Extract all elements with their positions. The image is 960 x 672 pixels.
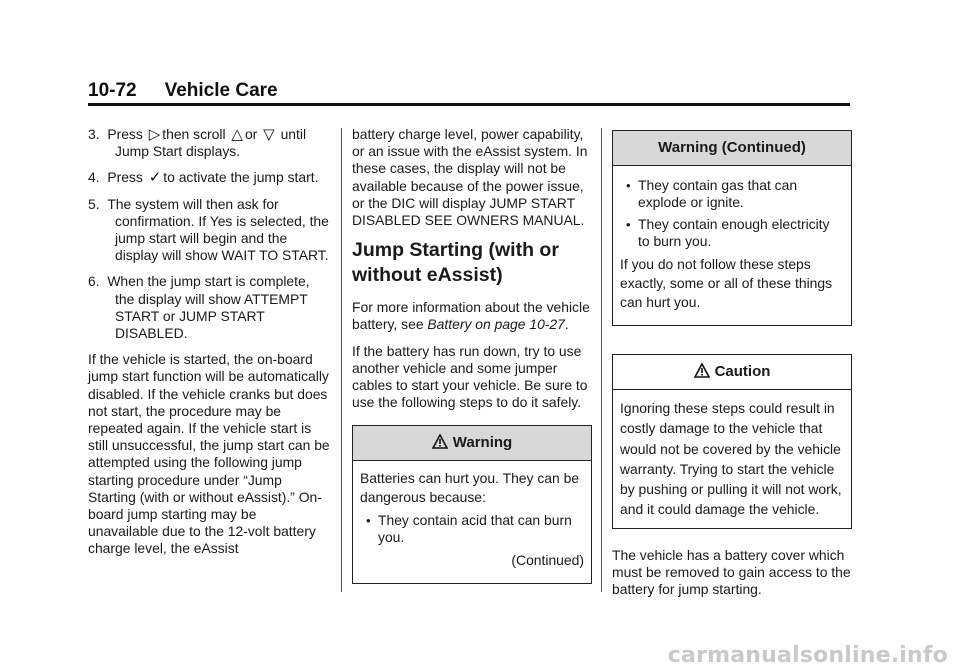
paragraph: If the battery has run down, try to use another vehicle and some jumper cables to start your vehicle. Be sure to use the following steps to do it safely.: [352, 342, 588, 411]
page-number: 10-72: [88, 80, 137, 101]
checkmark-icon: ✓: [148, 169, 162, 187]
warning-body: Batteries can hurt you. They can be dangerous because: • They contain acid that can burn you. (Continued): [353, 461, 591, 583]
paragraph: The vehicle has a battery cover which must be removed to gain access to the battery for jump starting.: [612, 546, 851, 598]
column-1: [88, 126, 330, 567]
section-title: Vehicle Care: [164, 80, 278, 101]
up-arrow-icon: △: [231, 126, 243, 143]
cross-reference-link[interactable]: Battery on page 10-27: [427, 316, 565, 333]
down-arrow-icon: ▽: [263, 126, 275, 143]
step-5: 5. The system will then ask for confirmation. If Yes is selected, the jump start will begin and the display will show WAIT TO START.: [88, 195, 329, 264]
paragraph: battery charge level, power capability, or an issue with the eAssist system. In these cases, the display will not be available because of the power issue, or the DIC will display JUMP START DISABLED SEE OWNERS MANUAL.: [352, 126, 588, 229]
caution-triangle-icon: [694, 363, 710, 378]
section-heading: Jump Starting (with or without eAssist): [352, 239, 559, 287]
step-6: 6. When the jump start is complete, the display will show ATTEMPT START or JUMP START DISABLED.: [88, 273, 310, 342]
caution-header: Caution: [613, 355, 851, 390]
column-3: [612, 126, 852, 607]
warning-bullet: • They contain enough electricity to burn you.: [620, 216, 844, 250]
paragraph: For more information about the vehicle battery, see Battery on page 10-27.: [352, 299, 590, 333]
header-rule: [88, 103, 850, 106]
warning-triangle-icon: [432, 434, 448, 449]
warning-bullet: • They contain gas that can explode or ignite.: [620, 177, 844, 211]
step-3: 3. Press ▷ then scroll △ or ▽ until Jump Start displays.: [88, 126, 307, 160]
page-header: [88, 80, 278, 102]
paragraph: If the vehicle is started, the on-board jump start function will be automatically disabled. If the vehicle cranks but does not start, the procedure may be repeated again. If the vehicle start is still unsuccessful, the jump start can be attempted using the following jump starting procedure under “Jump Starting (with or without eAssist).” On-board jump starting may be unavailable due to the 12-volt battery charge level, the eAssist: [88, 351, 330, 557]
caution-body: Ignoring these steps could result in costly damage to the vehicle that would not be covered by the vehicle warranty. Trying to start the vehicle by pushing or pulling it will not work, and it could damage the vehicle.: [620, 400, 842, 518]
warning-bullet: • They contain acid that can burn you.: [360, 512, 584, 546]
warning-continued-header: Warning (Continued): [613, 131, 851, 166]
column-2: [352, 126, 592, 584]
column-divider: [341, 128, 342, 592]
step-4: 4. Press ✓ to activate the jump start.: [88, 169, 319, 187]
watermark: carmanualsonline.info: [667, 643, 948, 668]
warning-box: [352, 425, 592, 584]
caution-box: [612, 354, 852, 529]
warning-header: Warning: [353, 426, 591, 461]
warning-continued-body: • They contain gas that can explode or ignite. • They contain enough electricity to burn you. If you do not follow these steps exactly, some or all of these things can hurt you.: [613, 166, 851, 325]
right-arrow-icon: ▷: [148, 126, 161, 143]
continued-label: (Continued): [511, 552, 584, 569]
column-divider: [601, 128, 602, 592]
warning-continued-box: [612, 130, 852, 326]
